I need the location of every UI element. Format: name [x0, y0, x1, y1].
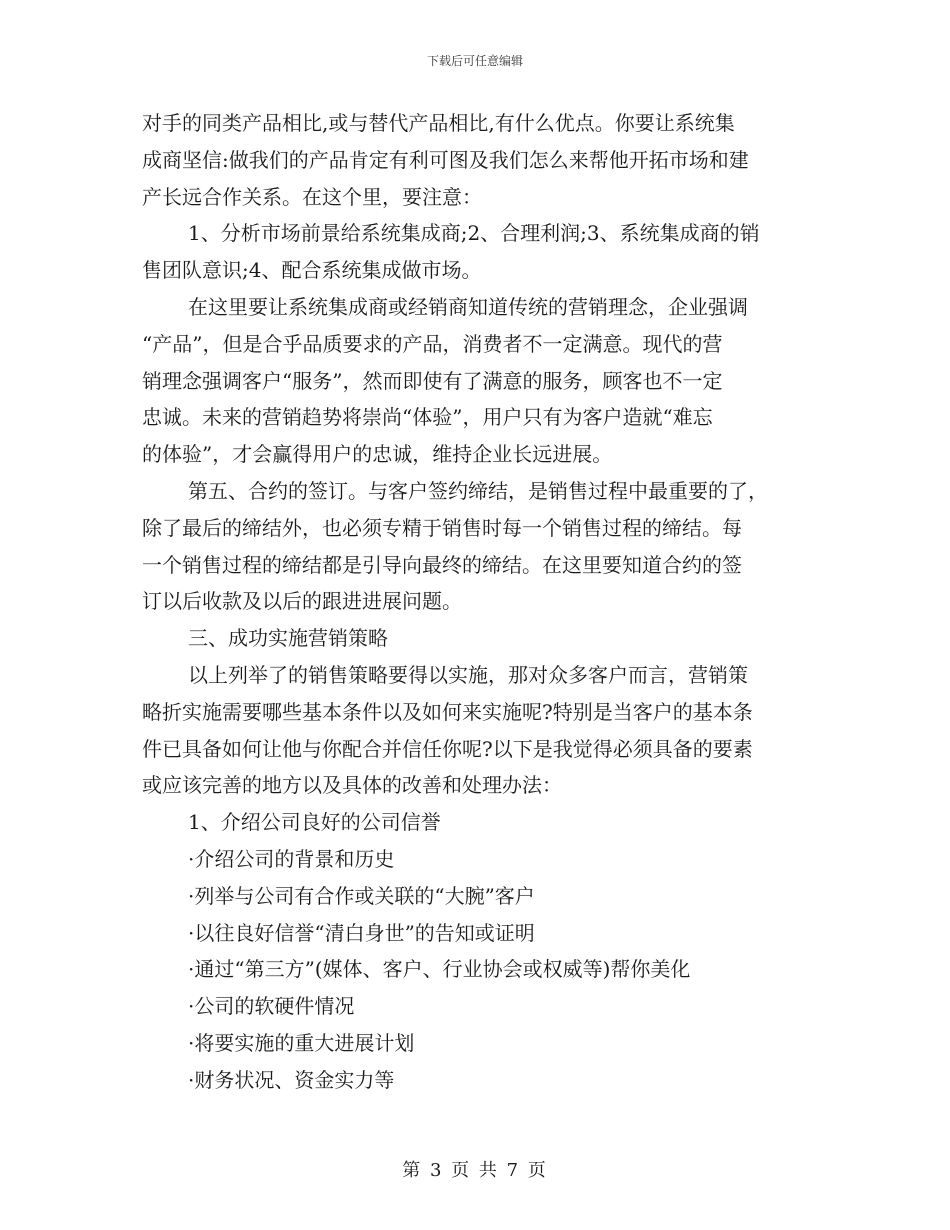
text-line: 以上列举了的销售策略要得以实施，那对众多客户而言，营销策: [188, 662, 748, 687]
bullet-item: ·公司的软硬件情况: [188, 994, 355, 1019]
document-body: [142, 105, 812, 1099]
page-header: 下载后可任意编辑: [426, 54, 523, 68]
text-line: 件已具备如何让他与你配合并信任你呢?以下是我觉得必须具备的要素: [142, 736, 753, 761]
text-line: 在这里要让系统集成商或经销商知道传统的营销理念，企业强调: [188, 294, 748, 319]
paragraph-4: [142, 473, 812, 620]
paragraph-1: [142, 105, 812, 215]
bullet-list: [142, 841, 812, 1099]
text-line: 一个销售过程的缔结都是引导向最终的缔结。在这里要知道合约的签: [142, 552, 742, 577]
text-line: 销理念强调客户“服务”，然而即使有了满意的服务，顾客也不一定: [142, 368, 723, 393]
bullet-item: ·通过“第三方”(媒体、客户、行业协会或权威等)帮你美化: [188, 957, 691, 982]
text-line: 或应该完善的地方以及具体的改善和处理办法：: [142, 773, 562, 798]
text-line: 售团队意识;4、配合系统集成做市场。: [142, 258, 482, 283]
text-line: 产长远合作关系。在这个里，要注意：: [142, 184, 482, 209]
bullet-item: ·介绍公司的背景和历史: [188, 846, 395, 871]
bullet-item: ·将要实施的重大进展计划: [188, 1030, 415, 1055]
text-line: 略折实施需要哪些基本条件以及如何来实施呢?特别是当客户的基本条: [142, 699, 753, 724]
section-heading: [142, 620, 812, 657]
bullet-item: ·以往良好信誉“清白身世”的告知或证明: [188, 920, 535, 945]
paragraph-5: [142, 657, 812, 804]
text-line: 1、介绍公司良好的公司信誉: [188, 810, 441, 835]
paragraph-3: [142, 289, 812, 473]
text-line: 成商坚信:做我们的产品肯定有利可图及我们怎么来帮他开拓市场和建: [142, 147, 749, 172]
text-line: “产品”，但是合乎品质要求的产品，消费者不一定满意。现代的营: [142, 331, 723, 356]
text-line: 三、成功实施营销策略: [188, 626, 388, 651]
text-line: 对手的同类产品相比,或与替代产品相比,有什么优点。你要让系统集: [142, 111, 735, 135]
text-line: 除了最后的缔结外，也必须专精于销售时每一个销售过程的缔结。每: [142, 515, 742, 540]
list-heading: [142, 804, 812, 841]
page-footer: 第 3 页 共 7 页: [402, 1160, 548, 1181]
paragraph-2: [142, 215, 812, 289]
text-line: 订以后收款及以后的跟进进展问题。: [142, 589, 462, 614]
text-line: 的体验”，才会赢得用户的忠诚，维持企业长远进展。: [142, 442, 613, 467]
bullet-item: ·财务状况、资金实力等: [188, 1067, 395, 1092]
text-line: 第五、合约的签订。与客户签约缔结，是销售过程中最重要的了，: [188, 478, 768, 503]
bullet-item: ·列举与公司有合作或关联的“大腕”客户: [188, 883, 535, 908]
text-line: 忠诚。未来的营销趋势将崇尚“体验”，用户只有为客户造就“难忘: [142, 405, 713, 430]
text-line: 1、分析市场前景给系统集成商;2、合理利润;3、系统集成商的销: [188, 221, 760, 246]
